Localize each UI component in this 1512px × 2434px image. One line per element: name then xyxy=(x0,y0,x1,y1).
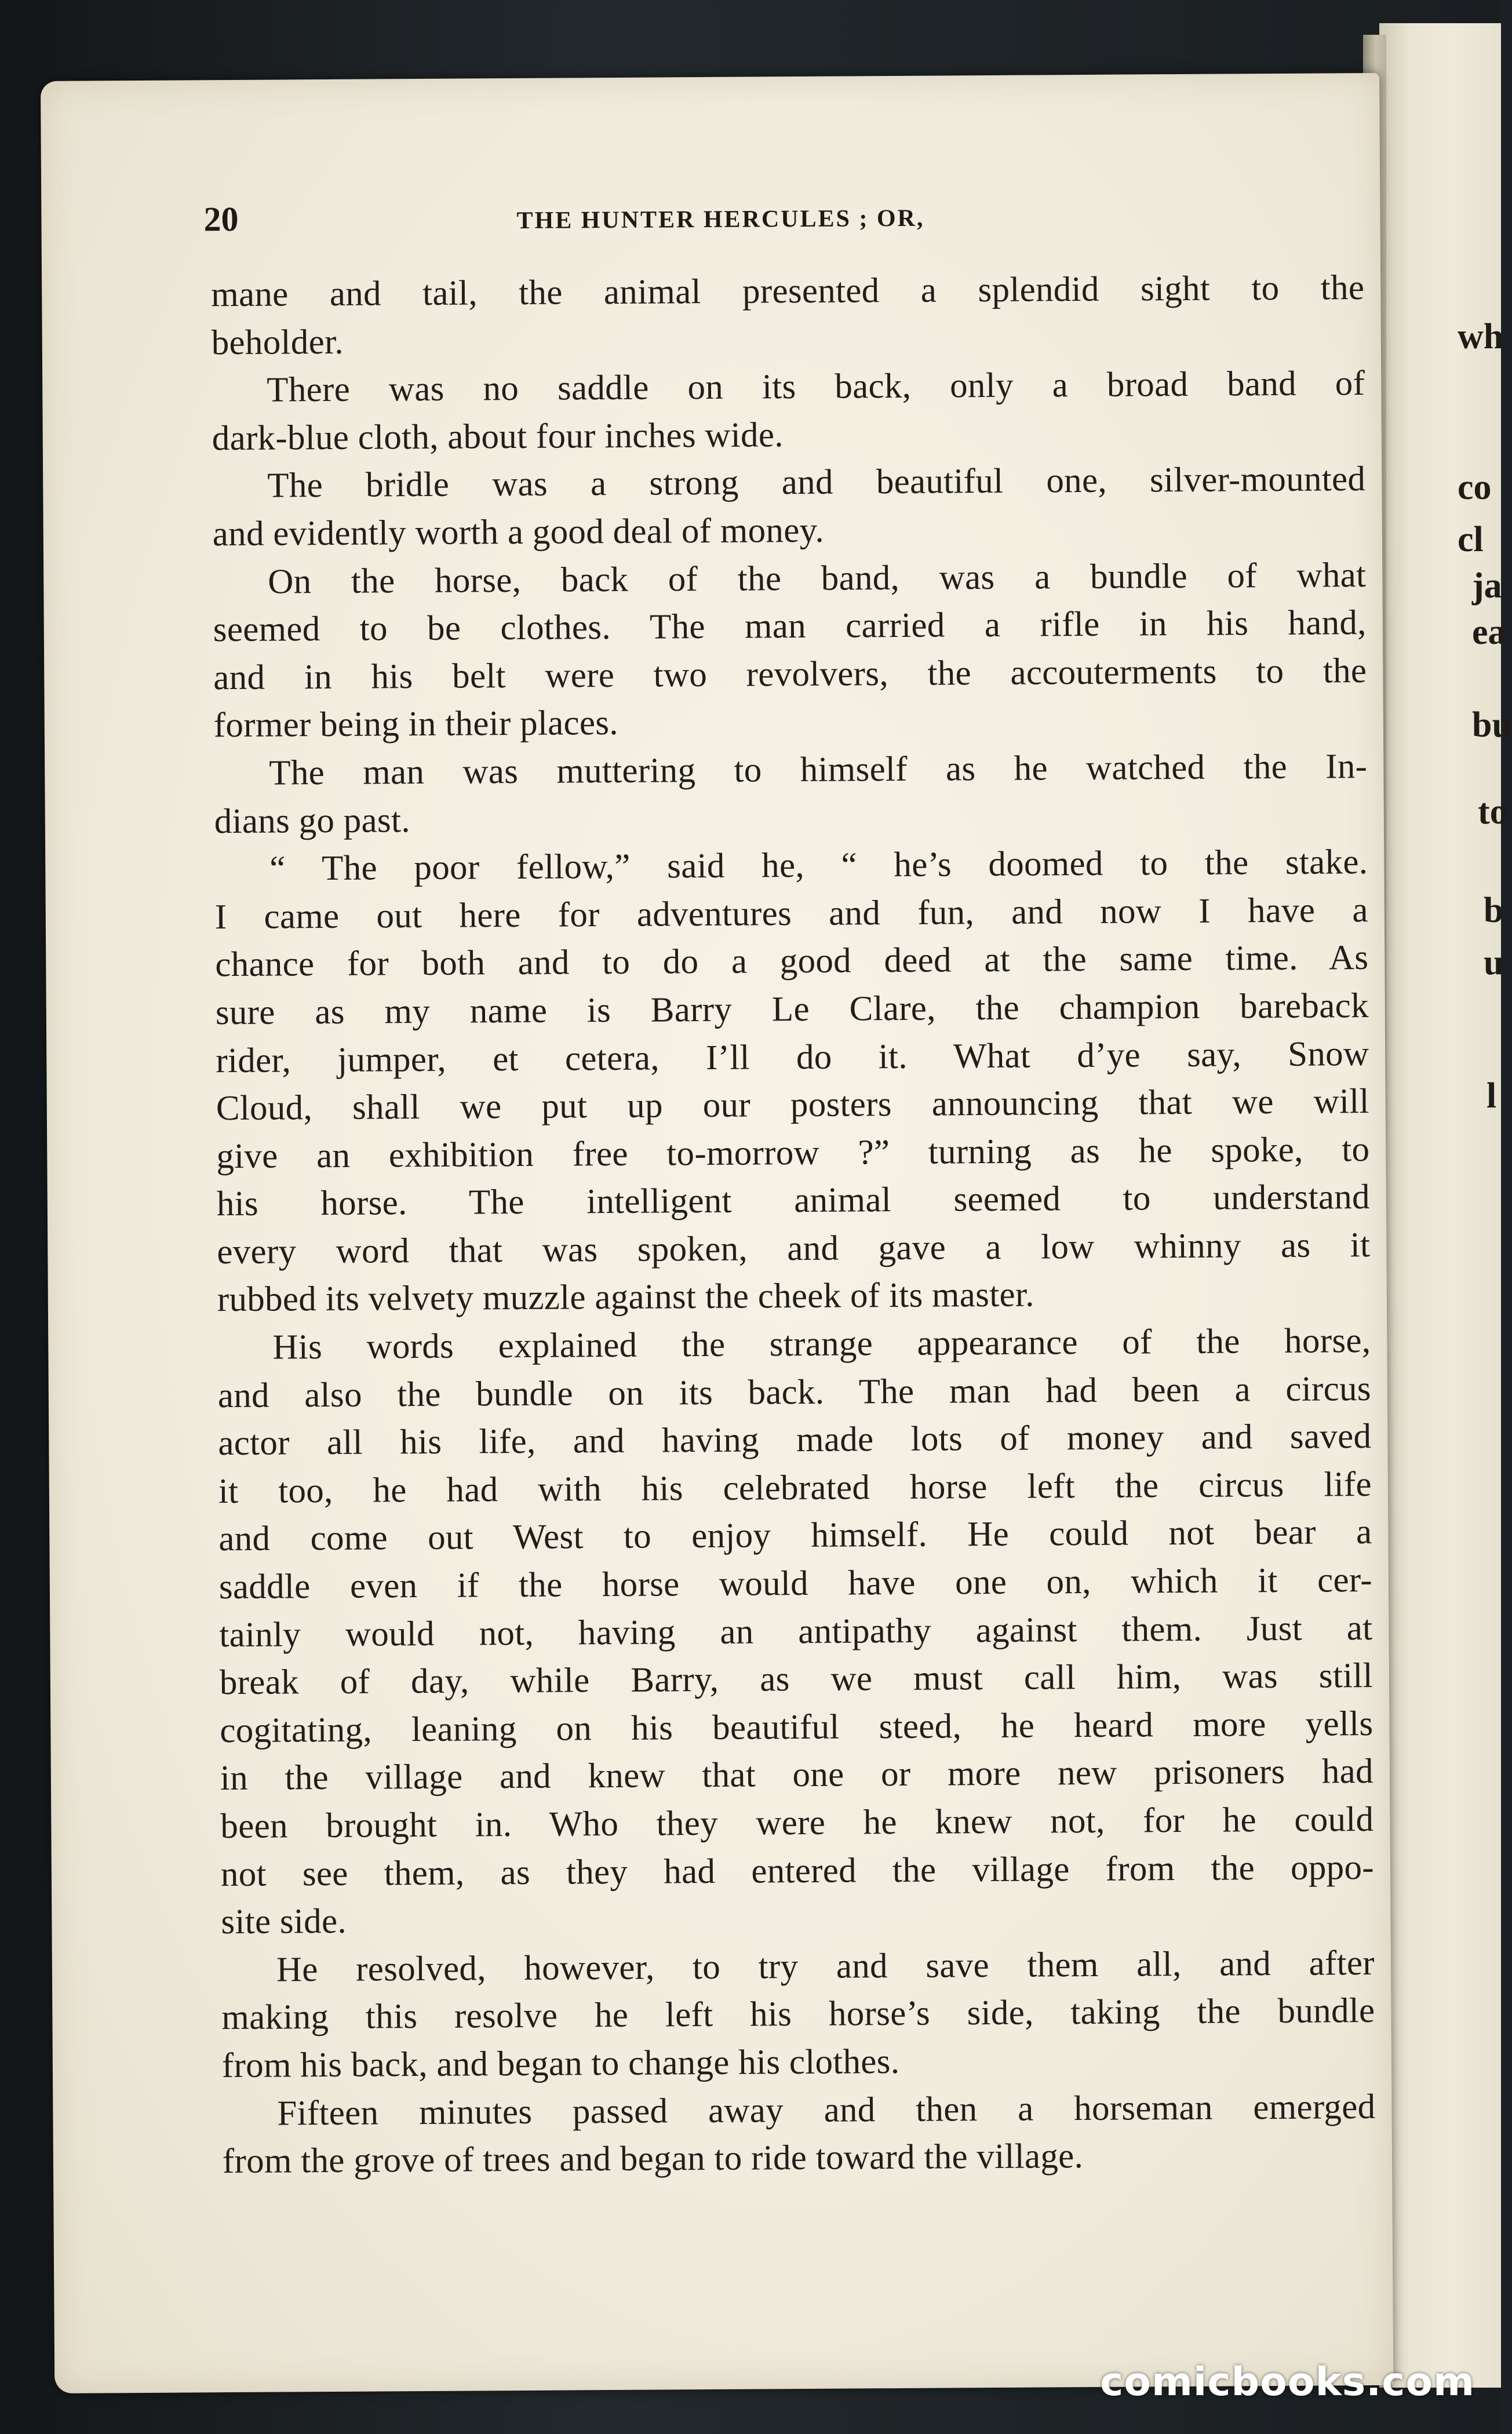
text-line: “ The poor fellow,” said he, “ he’s doomed to the stake. xyxy=(269,843,1368,888)
facing-page-fragment: to xyxy=(1478,792,1508,832)
text-line: break of day, while Barry, as we must call him, was still xyxy=(219,1656,1373,1703)
text-line: The bridle was a strong and beautiful one, silver-mounted xyxy=(267,460,1366,505)
text-line: give an exhibition free to-morrow ?” turning as he spoke, to xyxy=(216,1129,1370,1176)
text-line: I came out here for adventures and fun, and now I have a xyxy=(214,890,1368,937)
text-line: On the horse, back of the band, was a bundle of what xyxy=(268,555,1367,602)
text-line: not see them, as they had entered the village from the oppo- xyxy=(220,1848,1375,1894)
text-line: Fifteen minutes passed away and then a horseman emerged xyxy=(277,2087,1376,2133)
text-line: actor all his life, and having made lots of money and saved xyxy=(218,1417,1372,1463)
text-line: sure as my name is Barry Le Clare, the champion bareback xyxy=(215,986,1369,1033)
text-line: and evidently worth a good deal of money. xyxy=(212,511,825,554)
facing-page-fragment: ja xyxy=(1472,566,1502,606)
facing-page-fragment: u xyxy=(1484,943,1504,982)
text-line: cogitating, leaning on his beautiful steed, he heard more yells xyxy=(220,1704,1373,1750)
text-line: dians go past. xyxy=(214,800,410,841)
text-line: and in his belt were two revolvers, the accouterments to the xyxy=(213,651,1367,697)
text-line: rider, jumper, et cetera, I’ll do it. What d’ye say, Snow xyxy=(216,1034,1369,1080)
page-header xyxy=(203,190,1247,242)
text-line: Cloud, shall we put up our posters announcing that we will xyxy=(216,1082,1370,1128)
body-text xyxy=(211,264,1376,2186)
text-line: site side. xyxy=(221,1902,347,1942)
text-line: saddle even if the horse would have one on, which it cer- xyxy=(218,1561,1373,1607)
book-page xyxy=(41,73,1393,2393)
facing-page-fragment: wh xyxy=(1458,317,1504,356)
text-line: his horse. The intelligent animal seemed to understand xyxy=(216,1178,1371,1224)
facing-page-fragment: b xyxy=(1484,891,1504,930)
text-line: His words explained the strange appearance of the horse, xyxy=(272,1321,1371,1367)
text-line: mane and tail, the animal presented a splendid sight to the xyxy=(211,268,1365,315)
page-number: 20 xyxy=(203,199,239,239)
text-line: The man was muttering to himself as he watched the In- xyxy=(269,746,1368,793)
text-line: making this resolve he left his horse’s side, taking the bundle xyxy=(221,1991,1375,2038)
text-line: and also the bundle on its back. The man had been a circus xyxy=(217,1369,1372,1415)
text-line: former being in their places. xyxy=(213,704,619,745)
text-line: and come out West to enjoy himself. He could not bear a xyxy=(218,1513,1372,1559)
text-line: dark-blue cloth, about four inches wide. xyxy=(212,415,784,458)
facing-page-fragment: co xyxy=(1458,468,1492,507)
text-line: it too, he had with his celebrated horse left the circus life xyxy=(218,1464,1372,1511)
text-line: seemed to be clothes. The man carried a rifle in his hand, xyxy=(213,603,1367,650)
text-line: from his back, and began to change his clothes. xyxy=(221,2042,900,2086)
facing-page-fragment: cl xyxy=(1458,520,1484,559)
watermark: comicbooks.com xyxy=(1099,2359,1475,2405)
text-line: chance for both and to do a good deed at the same time. As xyxy=(215,938,1369,985)
facing-page-fragment: bu xyxy=(1472,705,1512,745)
facing-page-fragment: ea xyxy=(1472,613,1506,652)
text-line: in the village and knew that one or more new prisoners had xyxy=(220,1752,1374,1798)
text-line: There was no saddle on its back, only a broad band of xyxy=(267,364,1365,410)
text-line: every word that was spoken, and gave a low whinny as it xyxy=(217,1225,1371,1272)
text-line: tainly would not, having an antipathy against them. Just at xyxy=(219,1608,1373,1655)
text-line: been brought in. Who they were he knew not, for he could xyxy=(220,1800,1374,1846)
text-line: rubbed its velvety muzzle against the cheek of its master. xyxy=(217,1276,1034,1320)
text-line: He resolved, however, to try and save them all, and after xyxy=(276,1943,1375,1990)
facing-page-fragment: l xyxy=(1487,1076,1497,1116)
running-head: THE HUNTER HERCULES ; OR, xyxy=(516,205,925,234)
facing-page xyxy=(1379,23,1512,2388)
text-line: from the grove of trees and began to ride toward the village. xyxy=(222,2137,1084,2181)
text-line: beholder. xyxy=(211,322,344,362)
